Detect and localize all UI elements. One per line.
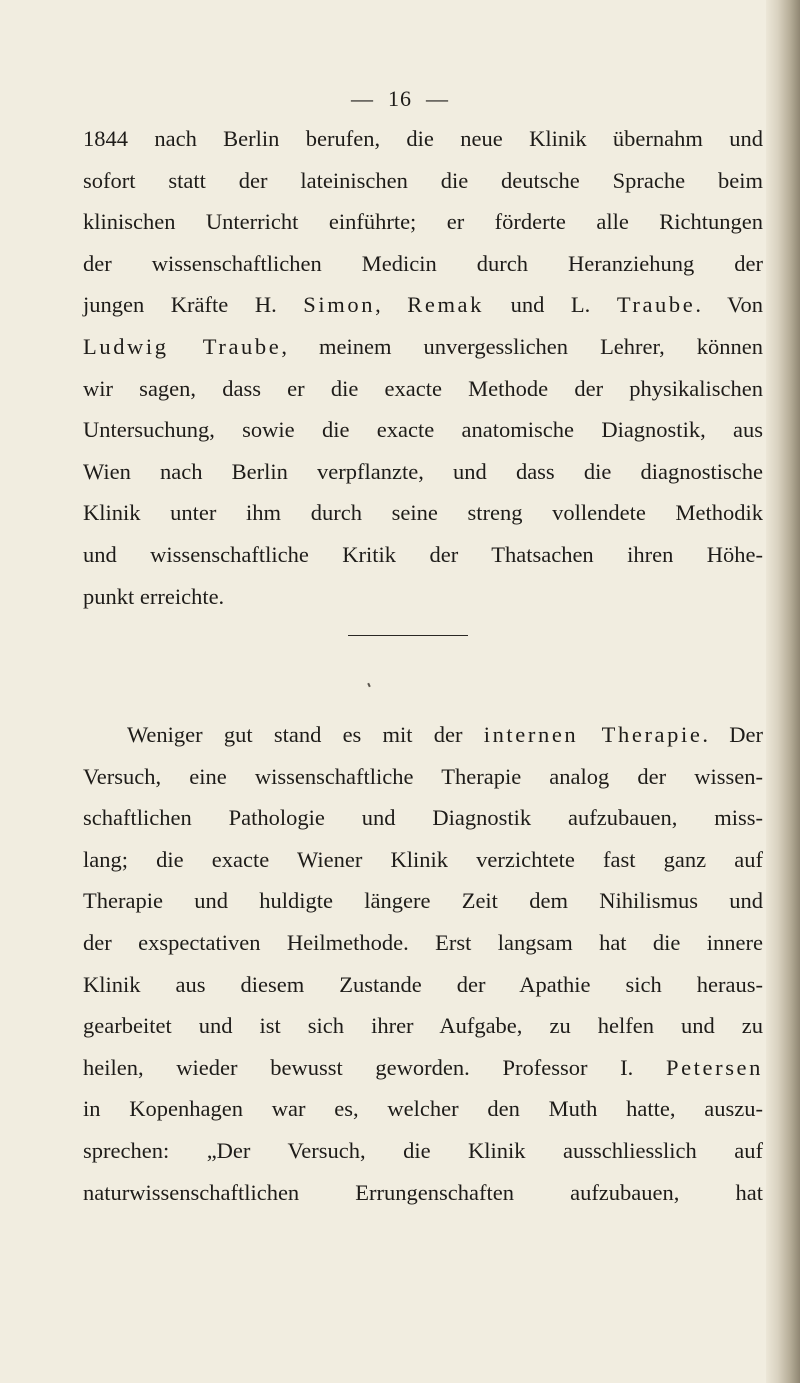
text-run: punkt erreichte. <box>83 583 225 609</box>
text-run: Klinik unter ihm durch seine streng vollendete Methodik <box>83 500 763 526</box>
text-run: und wissenschaftliche Kritik der Thatsachen ihren Höhe- <box>83 541 763 567</box>
text-line <box>83 1047 763 1089</box>
ink-speck <box>367 683 371 687</box>
spaced-name-remak: Remak <box>407 292 484 318</box>
text-line <box>83 284 763 326</box>
text-run: Weniger gut stand es mit der <box>127 722 484 747</box>
text-line <box>83 797 763 839</box>
spaced-name-ludwig-traube: Ludwig Traube <box>83 333 282 359</box>
spaced-name-traube: Traube <box>616 292 696 318</box>
page-number-dash-right: — <box>426 86 449 111</box>
paragraph-1 <box>83 118 763 617</box>
text-run: naturwissenschaftlichen Errungenschaften aufzubauen, hat <box>83 1179 763 1205</box>
text-run: der exspectativen Heilmethode. Erst langsam hat die innere <box>83 929 763 955</box>
text-line <box>83 160 763 202</box>
text-line <box>83 964 763 1006</box>
text-run: gearbeitet und ist sich ihrer Aufgabe, zu helfen und zu <box>83 1013 763 1039</box>
text-run: Wien nach Berlin verpflanzte, und dass die diagnostische <box>83 458 763 484</box>
section-divider-rule <box>348 635 468 636</box>
text-line <box>83 756 763 798</box>
text-run: 1844 nach Berlin berufen, die neue Klinik übernahm und <box>83 126 763 151</box>
text-line <box>83 492 763 534</box>
text-line <box>83 1005 763 1047</box>
text-line <box>83 880 763 922</box>
text-line <box>83 243 763 285</box>
text-line <box>83 326 763 368</box>
spaced-name-simon: Simon <box>303 292 376 318</box>
text-run: der wissenschaftlichen Medicin durch Heranziehung der <box>83 250 763 276</box>
page-edge-shadow <box>766 0 800 1383</box>
text-run: und L. <box>484 292 617 318</box>
text-run: . Der <box>702 722 763 747</box>
spaced-term-internen-therapie: internen Therapie <box>483 722 703 747</box>
text-line <box>83 534 763 576</box>
text-run: Untersuchung, sowie die exacte anatomische Diagnostik, aus <box>83 417 763 443</box>
text-run: in Kopenhagen war es, welcher den Muth hatte, auszu- <box>83 1096 763 1122</box>
text-run: . Von <box>695 292 763 318</box>
text-line <box>83 118 763 160</box>
text-line <box>83 1172 763 1214</box>
text-line <box>83 839 763 881</box>
text-run: Klinik aus diesem Zustande der Apathie sich heraus- <box>83 971 763 997</box>
text-line <box>83 922 763 964</box>
text-run: jungen Kräfte H. <box>83 292 304 318</box>
text-line <box>83 714 763 756</box>
text-line <box>83 409 763 451</box>
paragraph-2 <box>83 714 763 1213</box>
text-run: Versuch, eine wissenschaftliche Therapie analog der wissen- <box>83 763 763 789</box>
text-run: sprechen: „Der Versuch, die Klinik ausschliesslich auf <box>83 1137 763 1163</box>
text-line <box>83 368 763 410</box>
text-run: , <box>375 292 408 318</box>
text-run: heilen, wieder bewusst geworden. Professor I. <box>83 1054 666 1080</box>
text-run: wir sagen, dass er die exacte Methode der physikalischen <box>83 375 763 401</box>
text-line <box>83 201 763 243</box>
page-number-header <box>0 86 800 112</box>
text-run: lang; die exacte Wiener Klinik verzichtete fast ganz auf <box>83 846 763 872</box>
text-run: schaftlichen Pathologie und Diagnostik aufzubauen, miss- <box>83 805 763 831</box>
text-run: sofort statt der lateinischen die deutsche Sprache beim <box>83 167 763 193</box>
text-line <box>83 1088 763 1130</box>
text-run: Therapie und huldigte längere Zeit dem Nihilismus und <box>83 888 763 914</box>
text-run: klinischen Unterricht einführte; er förderte alle Richtungen <box>83 209 763 235</box>
text-line <box>83 1130 763 1172</box>
spaced-name-petersen: Petersen <box>665 1054 763 1080</box>
text-line <box>83 576 763 618</box>
page-number: 16 <box>388 86 412 111</box>
text-line <box>83 451 763 493</box>
page-number-dash-left: — <box>351 86 374 111</box>
text-run: , meinem unvergesslichen Lehrer, können <box>281 333 764 359</box>
